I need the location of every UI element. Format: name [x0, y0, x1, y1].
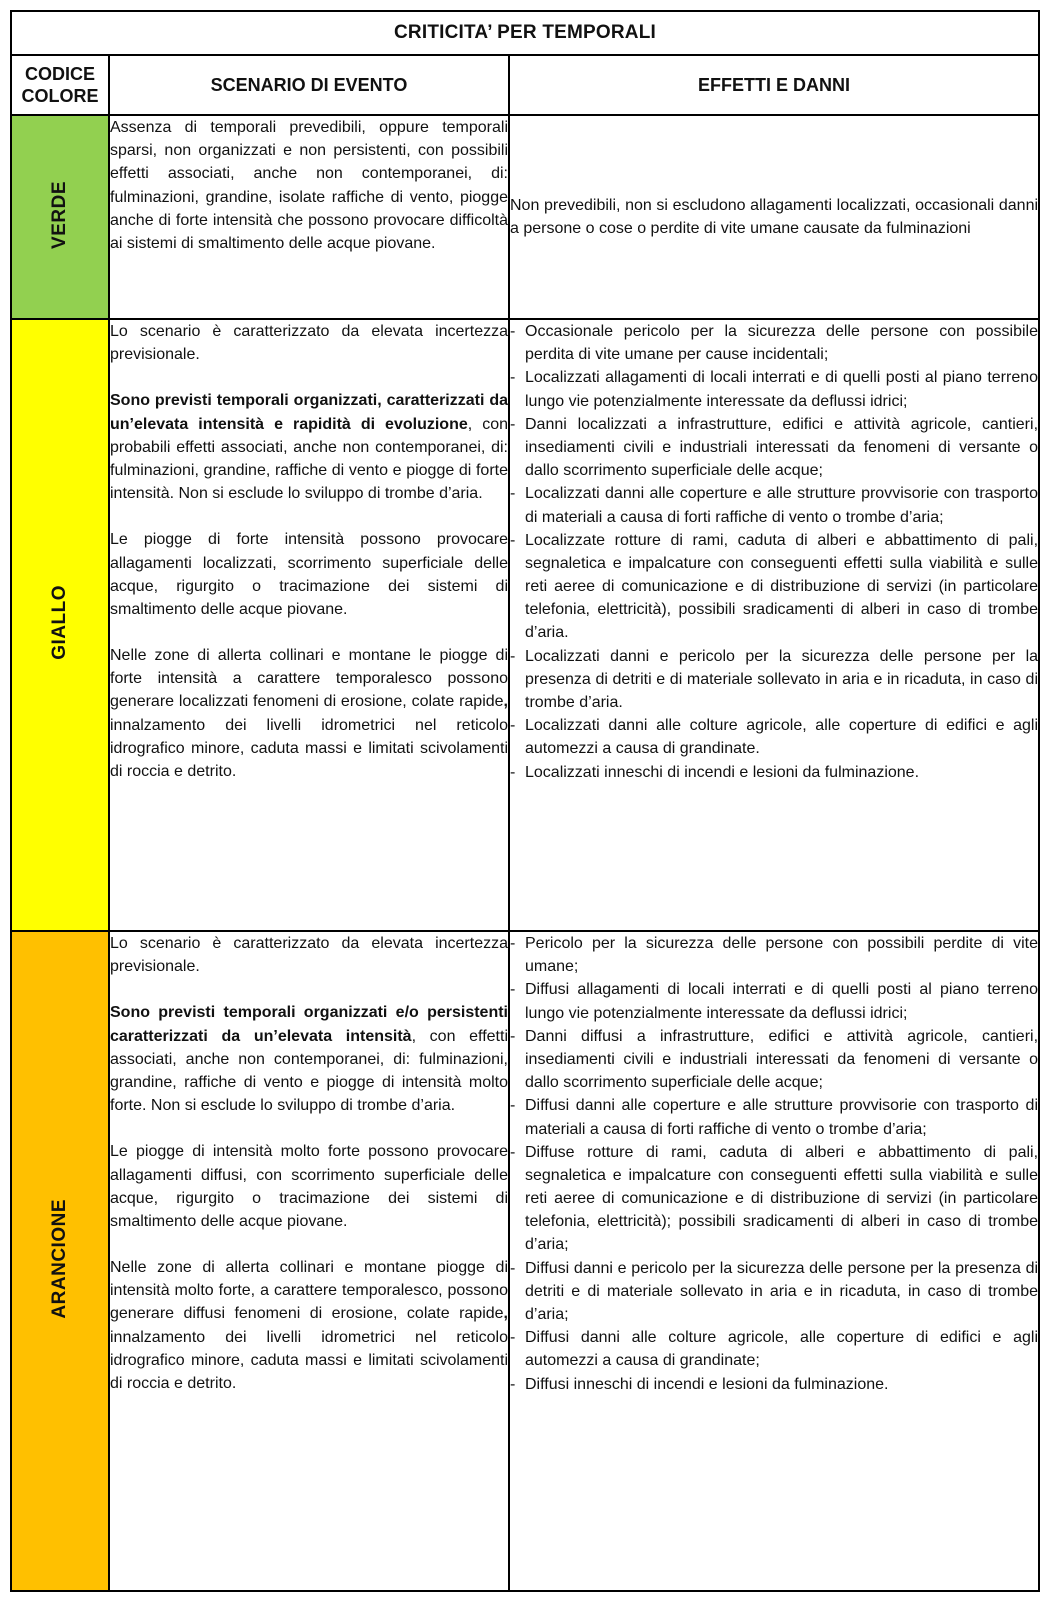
- color-code-label-giallo: GIALLO: [49, 585, 70, 660]
- table-title: CRITICITA’ PER TEMPORALI: [11, 11, 1039, 55]
- column-header-row: [11, 55, 1039, 115]
- table-row-verde: [11, 115, 1039, 319]
- bullet-dash-marker: -: [510, 1375, 516, 1393]
- effects-bullet-item: [510, 1025, 1038, 1095]
- bullet-text: Diffusi danni alle colture agricole, alle coperture di edifici e agli automezzi a causa di grandinate;: [525, 1329, 1039, 1370]
- scenario-cell-giallo: [109, 319, 509, 931]
- effects-cell-giallo: [509, 319, 1039, 931]
- effects-cell-verde: [509, 115, 1039, 319]
- scenario-paragraph: Lo scenario è caratterizzato da elevata incertezza previsionale.: [110, 323, 508, 364]
- effects-bullet-item: [510, 645, 1038, 715]
- color-code-cell-giallo: [11, 319, 109, 931]
- bullet-text: Diffuse rotture di rami, caduta di alberi e abbattimento di pali, segnaletica e impalcature con conseguenti effetti sulla viabilità e sulle reti aeree di comunicazione e di distribuzione di servizi (in particolare telefonia, elettricità); possibili sradicamenti di alberi in caso di trombe d’aria;: [525, 1143, 1039, 1254]
- bullet-dash-marker: -: [510, 1259, 516, 1277]
- effects-bullet-item: [510, 714, 1038, 760]
- effects-bullet-item: [510, 1257, 1038, 1327]
- bullet-text: Localizzati inneschi di incendi e lesioni da fulminazione.: [525, 763, 920, 781]
- scenario-paragraph: Nelle zone di allerta collinari e montane piogge di intensità molto forte, a carattere temporalesco, possono generare diffusi fenomeni di erosione, colate rapide, innalzamento dei livelli idrometrici nel reticolo idrografico minore, caduta massi e limitati scivolamenti di roccia e detrito.: [110, 1259, 508, 1392]
- effects-bullet-item: [510, 320, 1038, 366]
- bullet-dash-marker: -: [510, 763, 516, 781]
- scenario-paragraph: Sono previsti temporali organizzati, caratterizzati da un’elevata intensità e rapidità di evoluzione, con probabili effetti associati, anche non contemporanei, di: fulminazioni, grandine, raffiche di vento e piogge di forte intensità. Non si esclude lo sviluppo di trombe d’aria.: [110, 392, 509, 503]
- column-header-scenario-di-evento: SCENARIO DI EVENTO: [109, 55, 509, 115]
- bullet-dash-marker: -: [510, 1097, 516, 1115]
- scenario-cell-arancione: [109, 931, 509, 1591]
- scenario-paragraph: Le piogge di forte intensità possono provocare allagamenti localizzati, scorrimento superficiale delle acque, rigurgito o tracimazione dei sistemi di smaltimento delle acque piovane.: [110, 531, 508, 618]
- bullet-dash-marker: -: [510, 717, 516, 735]
- bullet-text: Diffusi allagamenti di locali interrati e di quelli posti al piano terreno lungo vie potenzialmente interessate da deflussi idrici;: [525, 981, 1039, 1022]
- color-code-label-verde: VERDE: [49, 180, 70, 249]
- bullet-text: Localizzati allagamenti di locali interrati e di quelli posti al piano terreno lungo vie potenzialmente interessate da deflussi idrici;: [525, 369, 1039, 410]
- bullet-text: Localizzate rotture di rami, caduta di alberi e abbattimento di pali, segnaletica e impalcature con conseguenti effetti sulla viabilità e sulle reti aeree di comunicazione e di distribuzione di servizi (in particolare telefonia, elettricità), possibili sradicamenti di alberi in caso di trombe d’aria.: [525, 531, 1039, 642]
- table-row-giallo: [11, 319, 1039, 931]
- table-body: [11, 115, 1039, 1591]
- table-row-arancione: [11, 931, 1039, 1591]
- effects-bullet-item: [510, 932, 1038, 978]
- effects-bullet-item: [510, 366, 1038, 412]
- bullet-text: Occasionale pericolo per la sicurezza delle persone con possibile perdita di vite umane per cause incidentali;: [525, 323, 1039, 364]
- bullet-dash-marker: -: [510, 1143, 516, 1161]
- effects-bullet-item: [510, 1373, 1038, 1396]
- bullet-dash-marker: -: [510, 981, 516, 999]
- table-header: [11, 11, 1039, 115]
- color-code-cell-arancione: [11, 931, 109, 1591]
- effects-bullet-item: [510, 482, 1038, 528]
- bullet-dash-marker: -: [510, 323, 516, 340]
- effects-bullet-item: [510, 529, 1038, 645]
- effects-bullet-item: [510, 1141, 1038, 1257]
- bullet-text: Localizzati danni e pericolo per la sicurezza delle persone per la presenza di detriti e di materiale sollevato in aria e in ricaduta, in caso di trombe d’aria.: [525, 647, 1039, 711]
- bullet-text: Danni localizzati a infrastrutture, edifici e attività agricole, cantieri, insediamenti civili e industriali interessati da fenomeni di versante o dallo scorrimento superficiale delle acque;: [525, 415, 1039, 480]
- effects-bullet-item: [510, 978, 1038, 1024]
- effects-paragraph: Non prevedibili, non si escludono allagamenti localizzati, occasionali danni a persone o cose o perdite di vite umane causate da fulminazioni: [510, 196, 1039, 237]
- effects-cell-arancione: [509, 931, 1039, 1591]
- scenario-paragraph: Le piogge di intensità molto forte possono provocare allagamenti diffusi, con scorrimento superficiale delle acque, rigurgito o tracimazione dei sistemi di smaltimento delle acque piovane.: [110, 1143, 508, 1230]
- bullet-dash-marker: -: [510, 935, 516, 952]
- bullet-text: Pericolo per la sicurezza delle persone con possibili perdite di vite umane;: [525, 935, 1039, 976]
- effects-bullet-item: [510, 413, 1038, 483]
- bullet-text: Diffusi inneschi di incendi e lesioni da fulminazione.: [525, 1375, 889, 1393]
- color-code-cell-verde: [11, 115, 109, 319]
- bullet-dash-marker: -: [510, 1027, 516, 1045]
- bullet-dash-marker: -: [510, 531, 516, 549]
- effects-bullet-item: [510, 1094, 1038, 1140]
- scenario-paragraph: Nelle zone di allerta collinari e montane le piogge di forte intensità a carattere temporalesco possono generare localizzati fenomeni di erosione, colate rapide, innalzamento dei livelli idrometrici nel reticolo idrografico minore, caduta massi e limitati scivolamenti di roccia e detrito.: [110, 647, 508, 780]
- bullet-text: Localizzati danni alle coperture e alle strutture provvisorie con trasporto di materiali a causa di forti raffiche di vento o trombe d’aria;: [525, 485, 1039, 526]
- effects-bullet-item: [510, 761, 1038, 784]
- bullet-text: Diffusi danni alle coperture e alle strutture provvisorie con trasporto di materiali a causa di forti raffiche di vento o trombe d’aria;: [525, 1097, 1039, 1138]
- bullet-dash-marker: -: [510, 485, 516, 503]
- criticality-table: [10, 10, 1040, 1592]
- bullet-text: Localizzati danni alle colture agricole, alle coperture di edifici e agli automezzi a causa di grandinate.: [525, 717, 1039, 758]
- scenario-paragraph: Sono previsti temporali organizzati e/o persistenti caratterizzati da un’elevata intensità, con effetti associati, anche non contemporanei, di: fulminazioni, grandine, raffiche di vento e piogge di intensità molto forte. Non si esclude lo sviluppo di trombe d’aria.: [110, 1004, 508, 1115]
- bullet-dash-marker: -: [510, 1329, 516, 1347]
- bullet-dash-marker: -: [510, 369, 516, 387]
- column-header-codice-colore: CODICE COLORE: [11, 55, 109, 115]
- scenario-paragraph: Assenza di temporali prevedibili, oppure temporali sparsi, non organizzati e non persistenti, con possibili effetti associati, anche non contemporanei, di: fulminazioni, grandine, isolate raffiche di vento, piogge anche di forte intensità che possono provocare difficoltà ai sistemi di smaltimento delle acque piovane.: [110, 119, 508, 252]
- scenario-cell-verde: [109, 115, 509, 319]
- bullet-dash-marker: -: [510, 415, 516, 433]
- bullet-text: Diffusi danni e pericolo per la sicurezza delle persone per la presenza di detriti e di materiale sollevato in aria e in ricaduta, in caso di trombe d’aria;: [525, 1259, 1039, 1323]
- column-header-effetti-e-danni: EFFETTI E DANNI: [509, 55, 1039, 115]
- effects-bullet-item: [510, 1326, 1038, 1372]
- color-code-label-arancione: ARANCIONE: [49, 1198, 70, 1319]
- bullet-text: Danni diffusi a infrastrutture, edifici e attività agricole, cantieri, insediamenti civili e industriali interessati da fenomeni di versante o dallo scorrimento superficiale delle acque;: [525, 1027, 1039, 1092]
- title-row: [11, 11, 1039, 55]
- scenario-paragraph: Lo scenario è caratterizzato da elevata incertezza previsionale.: [110, 935, 508, 976]
- bullet-dash-marker: -: [510, 647, 516, 665]
